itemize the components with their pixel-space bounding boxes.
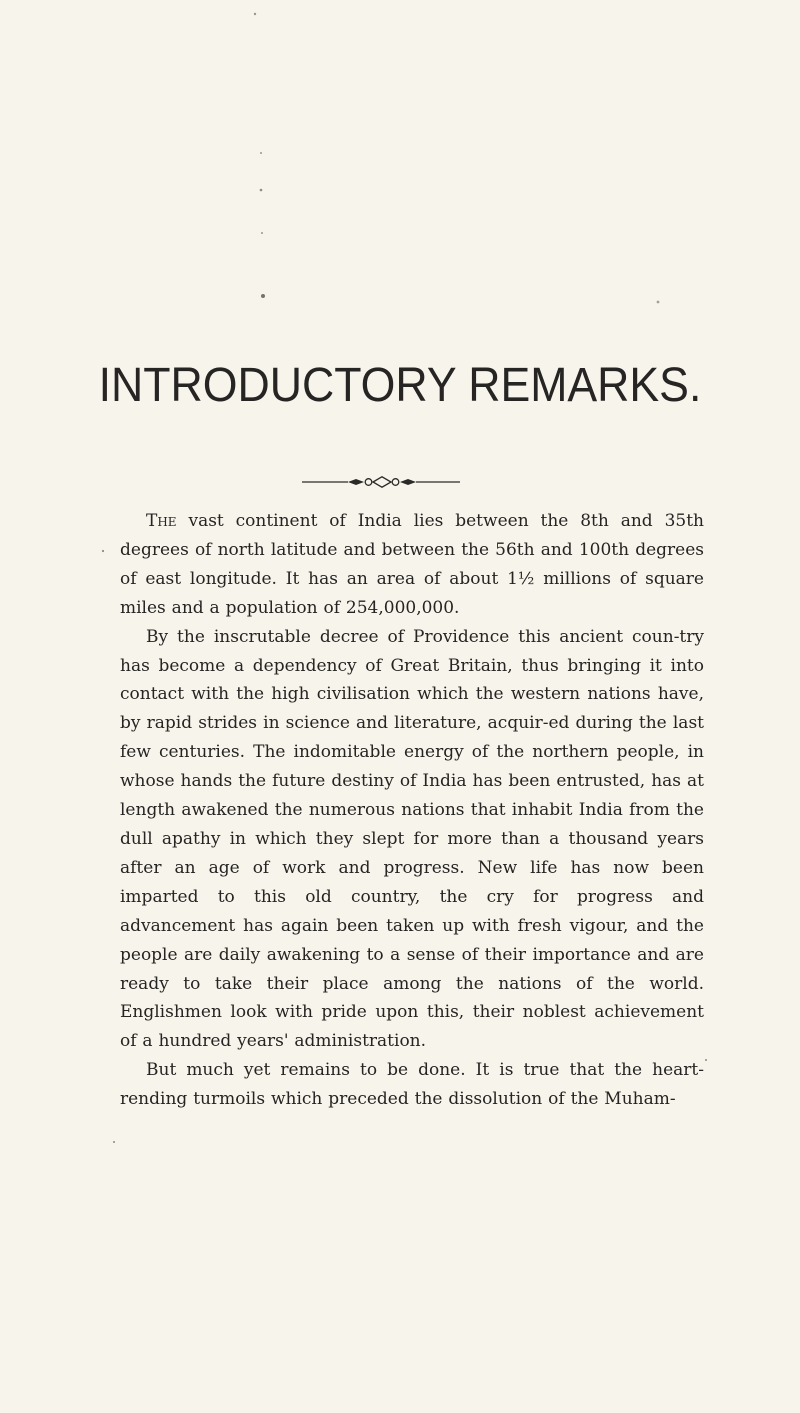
body-text (120, 507, 704, 1114)
decorative-rule-icon (300, 474, 462, 490)
paragraph (120, 1056, 704, 1114)
paragraph (120, 507, 704, 623)
paragraph-lead-word: The (146, 511, 177, 531)
paragraph-text: But much yet remains to be done. It is true that the heart-rending turmoils which preceded the dissolution of the Muham- (120, 1060, 704, 1110)
paragraph (120, 623, 704, 1057)
paragraph-text: vast continent of India lies between the 8th and 35th degrees of north latitude and between the 56th and 100th degrees of east longitude. It has an area of about 1½ millions of square miles and a population of 254,000,000. (120, 511, 704, 618)
page-title: INTRODUCTORY REMARKS. (98, 359, 702, 412)
paragraph-text: By the inscrutable decree of Providence this ancient coun-try has become a dependency of Great Britain, thus bringing it into contact with the high civilisation which the western nations have, by rapid strides in science and literature, acquir-ed during the last few centuries. The indomitable energy of the northern people, in whose hands the future destiny of India has been entrusted, has at length awakened the numerous nations that inhabit India from the dull apathy in which they slept for more than a thousand years after an age of work and progress. New life has now been imparted to this old country, the cry for progress and advancement has again been taken up with fresh vigour, and the people are daily awakening to a sense of their importance and are ready to take their place among the nations of the world. Englishmen look with pride upon this, their noblest achievement of a hundred years' administration. (120, 626, 704, 1052)
